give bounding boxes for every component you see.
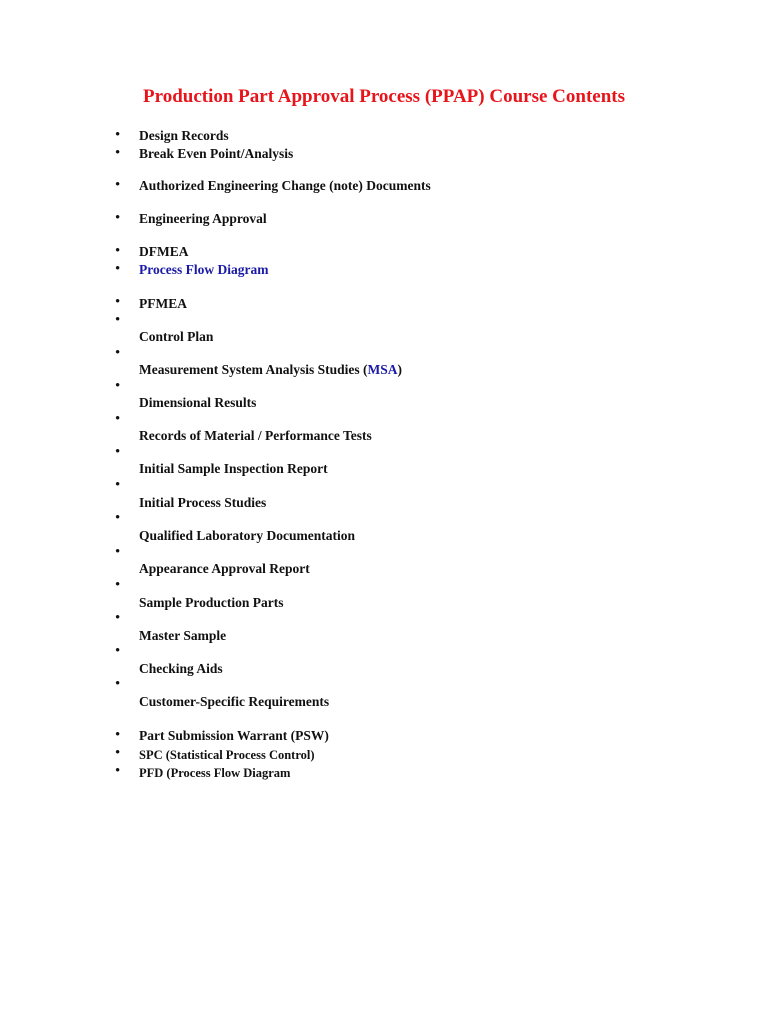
bullet-icon: • xyxy=(115,610,121,626)
list-item: Customer-Specific Requirements xyxy=(139,694,330,709)
bullet-icon: • xyxy=(115,745,121,761)
list-item: SPC (Statistical Process Control) xyxy=(139,748,315,762)
bullet-icon: • xyxy=(115,510,121,526)
msa-link[interactable]: MSA xyxy=(367,362,398,377)
bullet-icon: • xyxy=(115,378,121,394)
list-item: Part Submission Warrant (PSW) xyxy=(139,728,329,743)
bullet-icon: • xyxy=(115,145,121,161)
bullet-icon: • xyxy=(115,477,121,493)
bullet-icon: • xyxy=(115,177,121,193)
list-item: DFMEA xyxy=(139,244,189,259)
list-item: Records of Material / Performance Tests xyxy=(139,428,372,443)
list-item: Checking Aids xyxy=(139,661,223,676)
page-title: Production Part Approval Process (PPAP) Course Contents xyxy=(143,86,625,107)
bullet-icon: • xyxy=(115,127,121,143)
bullet-icon: • xyxy=(115,676,121,692)
bullet-icon: • xyxy=(115,544,121,560)
list-item: PFMEA xyxy=(139,296,187,311)
list-item: PFD (Process Flow Diagram xyxy=(139,766,291,780)
bullet-icon: • xyxy=(115,643,121,659)
bullet-icon: • xyxy=(115,727,121,743)
list-item: Engineering Approval xyxy=(139,211,267,226)
list-item: Master Sample xyxy=(139,628,227,643)
bullet-icon: • xyxy=(115,763,121,779)
list-item: Qualified Laboratory Documentation xyxy=(139,528,355,543)
bullet-icon: • xyxy=(115,312,121,328)
list-item: Control Plan xyxy=(139,329,214,344)
bullet-icon: • xyxy=(115,411,121,427)
process-flow-diagram-link[interactable]: Process Flow Diagram xyxy=(139,262,269,277)
bullet-icon: • xyxy=(115,294,121,310)
list-item: Dimensional Results xyxy=(139,395,257,410)
list-item: Break Even Point/Analysis xyxy=(139,146,294,161)
list-item xyxy=(139,362,402,378)
bullet-icon: • xyxy=(115,345,121,361)
bullet-icon: • xyxy=(115,243,121,259)
list-item: Initial Process Studies xyxy=(139,495,267,510)
list-item: Sample Production Parts xyxy=(139,595,284,610)
list-item: Authorized Engineering Change (note) Documents xyxy=(139,178,431,193)
list-item: Design Records xyxy=(139,128,229,143)
bullet-icon: • xyxy=(115,261,121,277)
list-item-text: Measurement System Analysis Studies ( xyxy=(139,362,368,377)
bullet-icon: • xyxy=(115,444,121,460)
bullet-icon: • xyxy=(115,210,121,226)
bullet-icon: • xyxy=(115,577,121,593)
list-item-text: ) xyxy=(397,362,403,377)
list-item: Appearance Approval Report xyxy=(139,561,310,576)
list-item: Initial Sample Inspection Report xyxy=(139,461,328,476)
